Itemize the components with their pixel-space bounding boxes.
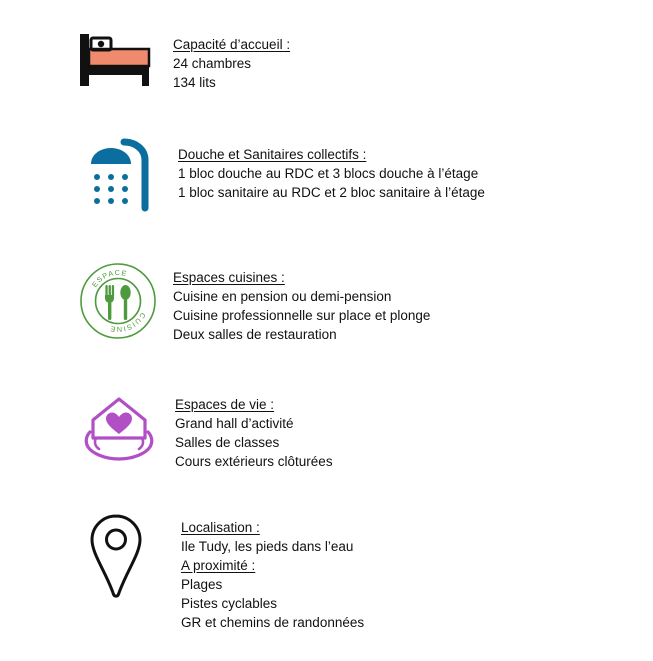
section-heading: Douche et Sanitaires collectifs : (178, 147, 367, 162)
section-espaces-cuisines (78, 261, 638, 344)
text-container (175, 390, 638, 471)
section-line: Cuisine en pension ou demi-pension (173, 289, 392, 304)
section-line: Ile Tudy, les pieds dans l’eau (181, 539, 354, 554)
icon-container (78, 32, 173, 88)
section-line: Cours extérieurs clôturées (175, 454, 333, 469)
section-localisation (78, 512, 638, 632)
section-line: Cuisine professionnelle sur place et plonge (173, 308, 431, 323)
shower-icon (83, 138, 155, 212)
section-heading: Localisation : (181, 520, 260, 535)
section-douche-sanitaires (78, 138, 638, 212)
bed-icon (78, 32, 152, 88)
section-espaces-de-vie (78, 390, 638, 471)
section-line: GR et chemins de randonnées (181, 615, 365, 630)
text-container (173, 32, 638, 92)
section-capacite-accueil (78, 32, 638, 92)
svg-text:CUISINE: CUISINE (108, 311, 148, 335)
section-line: Pistes cyclables (181, 596, 278, 611)
section-line: 134 lits (173, 75, 216, 90)
section-subheading: A proximité : (181, 558, 256, 573)
icon-container (78, 138, 178, 212)
section-heading: Capacité d’accueil : (173, 37, 291, 52)
section-line: 1 bloc sanitaire au RDC et 2 bloc sanitaire à l’étage (178, 185, 485, 200)
kitchen-badge-icon (78, 261, 158, 341)
section-line: Plages (181, 577, 223, 592)
map-pin-icon (86, 512, 146, 600)
section-line: Deux salles de restauration (173, 327, 337, 342)
icon-container (78, 512, 181, 600)
section-line: 24 chambres (173, 56, 252, 71)
svg-text:ESPACE: ESPACE (89, 267, 129, 289)
text-container (181, 512, 638, 632)
icon-container (78, 390, 175, 464)
section-line: Salles de classes (175, 435, 280, 450)
icon-container (78, 261, 173, 341)
section-line: Grand hall d’activité (175, 416, 294, 431)
section-line: 1 bloc douche au RDC et 3 blocs douche à l’étage (178, 166, 479, 181)
text-container (178, 138, 638, 202)
section-heading: Espaces de vie : (175, 397, 275, 412)
house-heart-hands-icon (80, 390, 158, 464)
text-container (173, 261, 638, 344)
section-heading: Espaces cuisines : (173, 270, 285, 285)
